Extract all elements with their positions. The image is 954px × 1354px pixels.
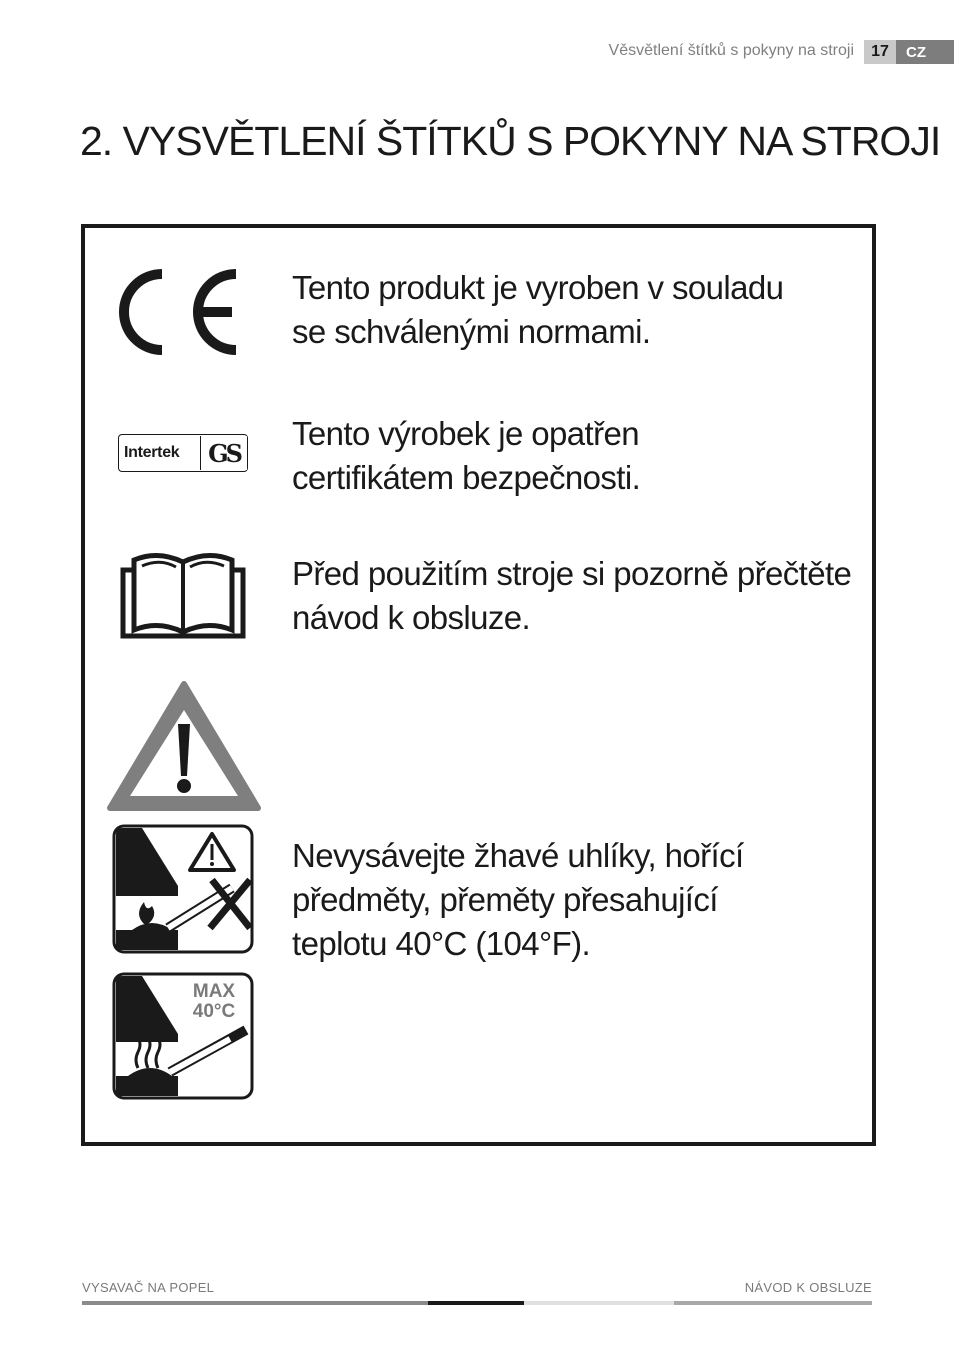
page-number: 17 — [864, 40, 896, 64]
label-manual-line-2: návod k obsluze. — [292, 599, 531, 636]
label-ce-text — [292, 266, 783, 354]
label-embers-line-2: předměty, přeměty přesahující — [292, 881, 718, 918]
gs-logo-mark-text: GS — [208, 438, 240, 468]
label-gs-line-1: Tento výrobek je opatřen — [292, 415, 639, 452]
ce-mark-icon — [116, 266, 246, 358]
max-label: MAX — [192, 981, 236, 1002]
label-manual-text — [292, 552, 851, 640]
running-header: Věsvětlení štítků s pokyny na stroji — [608, 42, 854, 59]
footer-product-name: VYSAVAČ NA POPEL — [82, 1280, 215, 1295]
label-embers-line-1: Nevysávejte žhavé uhlíky, hořící — [292, 837, 744, 874]
label-gs-text — [292, 412, 640, 500]
footer-rule-segment — [524, 1301, 674, 1305]
warning-triangle-icon — [106, 680, 262, 812]
language-tab: CZ — [896, 40, 954, 64]
label-embers-text — [292, 834, 744, 966]
footer-rule-segment — [674, 1301, 872, 1305]
gs-logo-mark — [200, 436, 247, 470]
open-book-icon — [120, 550, 246, 640]
page-title: 2. VYSVĚTLENÍ ŠTÍTKŮ S POKYNY NA STROJI — [80, 118, 941, 164]
footer-rule-segment — [428, 1301, 524, 1305]
label-ce-line-2: se schválenými normami. — [292, 313, 651, 350]
intertek-logo-text: Intertek — [124, 444, 180, 461]
label-ce-line-1: Tento produkt je vyroben v souladu — [292, 269, 784, 306]
intertek-gs-logo-icon — [118, 434, 248, 472]
label-embers-line-3: teplotu 40°C (104°F). — [292, 925, 591, 962]
label-gs-line-2: certifikátem bezpečnosti. — [292, 459, 641, 496]
temperature-label: 40°C — [192, 1001, 236, 1022]
label-manual-line-1: Před použitím stroje si pozorně přečtěte — [292, 555, 852, 592]
footer-document-type: NÁVOD K OBSLUZE — [744, 1280, 872, 1295]
max-temperature-icon — [112, 972, 254, 1100]
footer-rule-segment — [82, 1301, 428, 1305]
max-temperature-label — [186, 982, 242, 1022]
no-hot-embers-icon — [112, 824, 254, 954]
